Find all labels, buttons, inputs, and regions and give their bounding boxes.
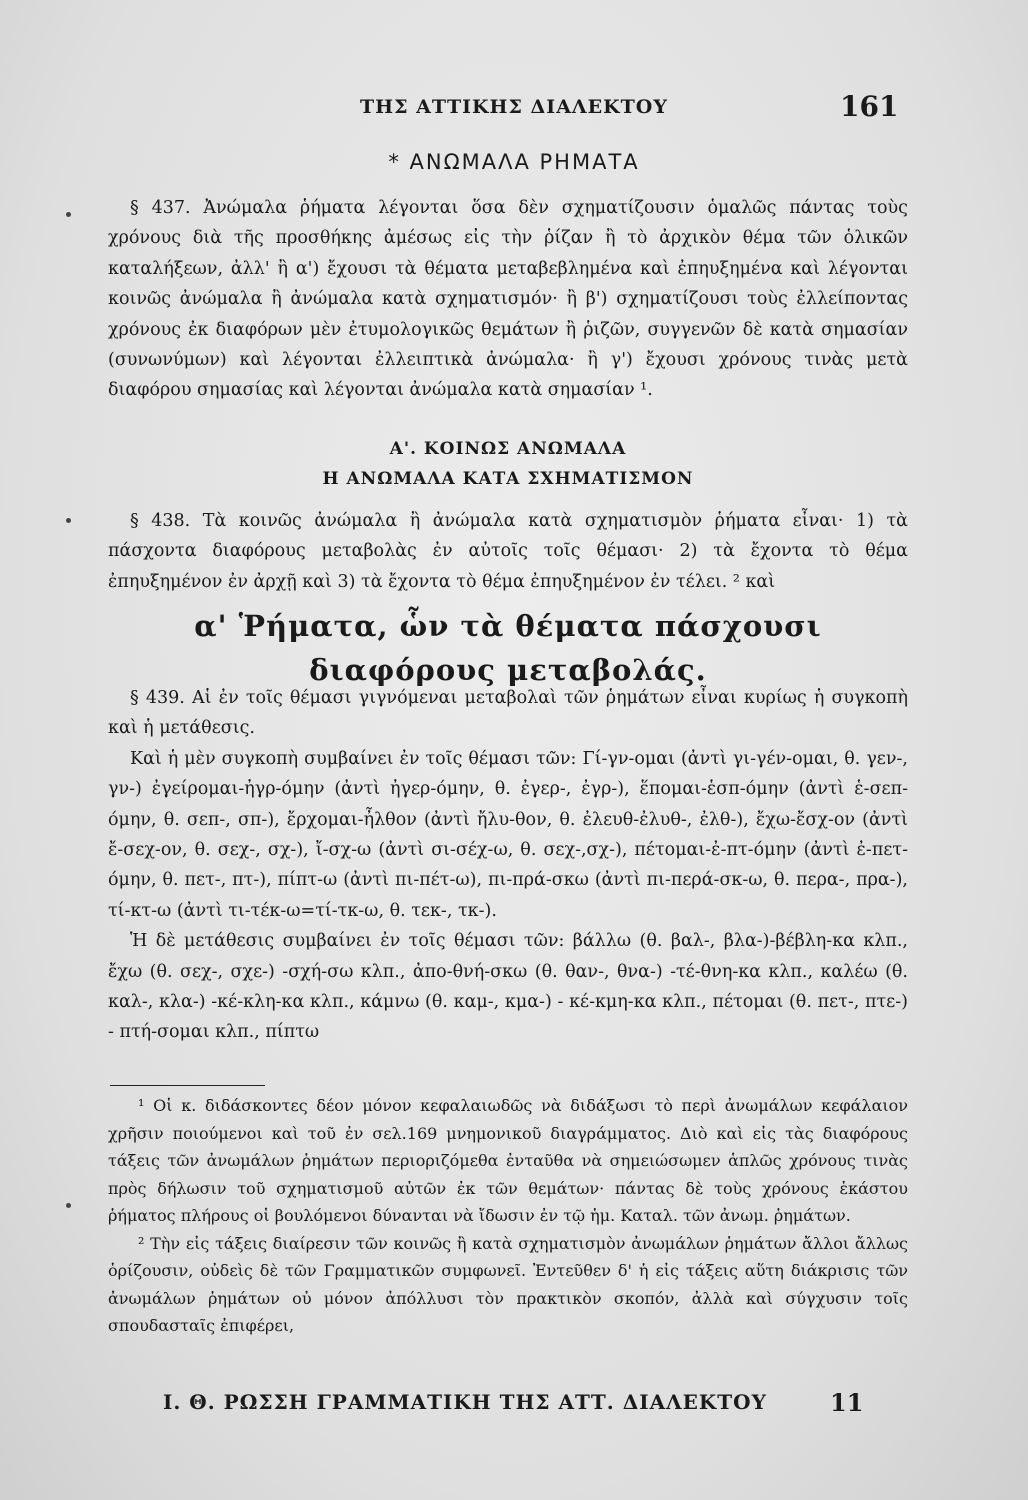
paragraph-438: § 438. Τὰ κοινῶς ἀνώμαλα ἢ ἀνώμαλα κατὰ σχηματισμὸν ῥήματα εἶναι· 1) τὰ πάσχοντα διαφόρους μεταβολὰς ἐν αὐτοῖς τοῖς θέμασι· 2) τὰ ἔχοντα τὸ θέμα ἐπηυξημένον ἐν ἀρχῇ καὶ 3) τὰ ἔχοντα τὸ θέμα ἐπηυξημένον ἐν τέλει. ² καὶ <box>108 511 908 592</box>
running-head-title: ΤΗΣ ΑΤΤΙΚΗΣ ΔΙΑΛΕΚΤΟΥ <box>360 96 668 118</box>
paragraph-439: § 439. Αἱ ἐν τοῖς θέμασι γιγνόμεναι μεταβολαὶ τῶν ῥημάτων εἶναι κυρίως ἡ συγκοπὴ καὶ ἡ μετάθεσις. <box>108 688 908 739</box>
paragraph-437: § 437. Ἀνώμαλα ῥήματα λέγονται ὅσα δὲν σχηματίζουσιν ὁμαλῶς πάντας τοὺς χρόνους διὰ τῆς προσθήκης ἀμέσως εἰς τὴν ῥίζαν ἢ τὸ ἀρχικὸν θέμα τῶν ὁλικῶν καταλήξεων, ἀλλ' ἢ α') ἔχουσι τὰ θέματα μεταβεβλημένα καὶ ἐπηυξημένα καὶ λέγονται κοινῶς ἀνώμαλα ἢ ἀνώμαλα κατὰ σχηματισμόν· ἢ β') σχηματίζουσι τοὺς ἐλλείποντας χρόνους ἐκ διαφόρων μὲν ἐτυμολογικῶς θεμάτων ἢ ῥιζῶν, συγγενῶν δὲ κατὰ σημασίαν (συνωνύμων) καὶ λέγονται ἐλλειπτικὰ ἀνώμαλα· ἢ γ') ἔχουσι χρόνους τινὰς μετὰ διαφόρου σημασίας καὶ λέγονται ἀνώμαλα κατὰ σημασίαν ¹. <box>108 198 908 401</box>
paragraph-437-block <box>108 193 908 406</box>
footnotes-block <box>108 1092 908 1340</box>
margin-dot <box>66 1203 71 1208</box>
paragraph-metathesis: Ἡ δὲ μετάθεσις συμβαίνει ἐν τοῖς θέμασι τῶν: βάλλω (θ. βαλ-, βλα-)-βέβλη-κα κλπ., ἔχω (θ. σεχ-, σχε-) -σχή-σω κλπ., ἀπο-θνή-σκω (θ. θαν-, θνα-) -τέ-θνη-κα κλπ., καλέω (θ. καλ-, κλα-) -κέ-κλη-κα κλπ., κάμνω (θ. καμ-, κμα-) - κέ-κμη-κα κλπ., πέτομαι (θ. πετ-, πτε-) - πτή-σομαι κλπ., πίπτω <box>108 931 908 1043</box>
signature-number: 11 <box>830 1388 864 1417</box>
margin-dot <box>66 212 71 217</box>
subheadings-block <box>108 434 908 494</box>
footnote-rule <box>110 1085 265 1086</box>
margin-dot <box>66 518 71 523</box>
bottom-line-title: Ι. Θ. ΡΩΣΣΗ ΓΡΑΜΜΑΤΙΚΗ ΤΗΣ ΑΤΤ. ΔΙΑΛΕΚΤΟΥ <box>163 1390 767 1414</box>
running-head <box>0 90 1028 126</box>
subheading-koinos-anomala: Α'. ΚΟΙΝΩΣ ΑΝΩΜΑΛΑ <box>389 439 627 459</box>
chapter-title-line-2: διαφόρους μεταβολάς. <box>309 653 707 687</box>
footnote-2: ² Τὴν εἰς τάξεις διαίρεσιν τῶν κοινῶς ἢ κατὰ σχηματισμὸν ἀνωμάλων ῥημάτων ἄλλοι ἄλλως ὁρίζουσιν, οὐδεὶς δὲ τῶν Γραμματικῶν συμφωνεῖ. Ἐντεῦθεν δ' ἡ εἰς τάξεις αὕτη διάκρισις τῶν ἀνωμάλων ῥημάτων οὐ μόνον ἀπόλλυσι τὸν πρακτικὸν σκοπόν, ἀλλὰ καὶ σύγχυσιν τοῖς σπουδασταῖς ἐπιφέρει, <box>108 1233 908 1335</box>
paragraph-438-block <box>108 506 908 597</box>
section-heading: * ΑΝΩΜΑΛΑ ΡΗΜΑΤΑ <box>388 150 640 174</box>
page-number: 161 <box>840 90 899 123</box>
subheading-kata-schimatismon: Η ΑΝΩΜΑΛΑ ΚΑΤΑ ΣΧΗΜΑΤΙΣΜΟΝ <box>322 469 694 489</box>
chapter-title-line-1: α' Ῥήματα, ὧν τὰ θέματα πάσχουσι <box>194 609 822 643</box>
bottom-line <box>0 1390 1028 1424</box>
footnote-1: ¹ Οἱ κ. διδάσκοντες δέον μόνον κεφαλαιωδῶς νὰ διδάξωσι τὸ περὶ ἀνωμάλων κεφάλαιον χρῆσιν ποιούμενοι καὶ τοῦ ἐν σελ.169 μνημονικοῦ διαγράμματος. Διὸ καὶ εἰς τὰς διαφόρους τάξεις τῶν ἀνωμάλων ῥημάτων περιοριζόμεθα ἐνταῦθα νὰ σημειώσωμεν ἁπλῶς χρόνους τινὰς πρὸς δήλωσιν τοῦ σχηματισμοῦ αὐτῶν ἐκ τῶν θεμάτων· πάντας δὲ τοὺς χρόνους ἑκάστου ῥήματος πλήρους οἱ βουλόμενοι δύνανται νὰ ἴδωσιν ἐν τῷ ἡμ. Καταλ. τῶν ἀνωμ. ῥημάτων. <box>108 1096 908 1225</box>
paragraph-synkope: Καὶ ἡ μὲν συγκοπὴ συμβαίνει ἐν τοῖς θέμασι τῶν: Γί-γν-ομαι (ἀντὶ γι-γέν-ομαι, θ. γεν-, γν-) ἐγείρομαι-ἠγρ-όμην (ἀντὶ ἠγερ-όμην, θ. ἐγερ-, ἐγρ-), ἕπομαι-ἑσπ-όμην (ἀντὶ ἑ-σεπ-όμην, θ. σεπ-, σπ-), ἔρχομαι-ἦλθον (ἀντὶ ἤλυ-θον, θ. ἐλευθ-ἐλυθ-, ἐλθ-), ἔχω-ἔσχ-ον (ἀντὶ ἔ-σεχ-ον, θ. σεχ-, σχ-), ἴ-σχ-ω (ἀντὶ σι-σέχ-ω, θ. σεχ-,σχ-), πέτομαι-ἐ-πτ-όμην (ἀντὶ ἐ-πετ-όμην, θ. πετ-, πτ-), πίπτ-ω (ἀντὶ πι-πέτ-ω), πι-πρά-σκω (ἀντὶ πι-περά-σκ-ω, θ. περα-, πρα-), τί-κτ-ω (ἀντὶ τι-τέκ-ω=τί-τκ-ω, θ. τεκ-, τκ-). <box>108 748 908 921</box>
paragraph-439-block <box>108 683 908 1048</box>
chapter-title-block <box>108 604 908 692</box>
